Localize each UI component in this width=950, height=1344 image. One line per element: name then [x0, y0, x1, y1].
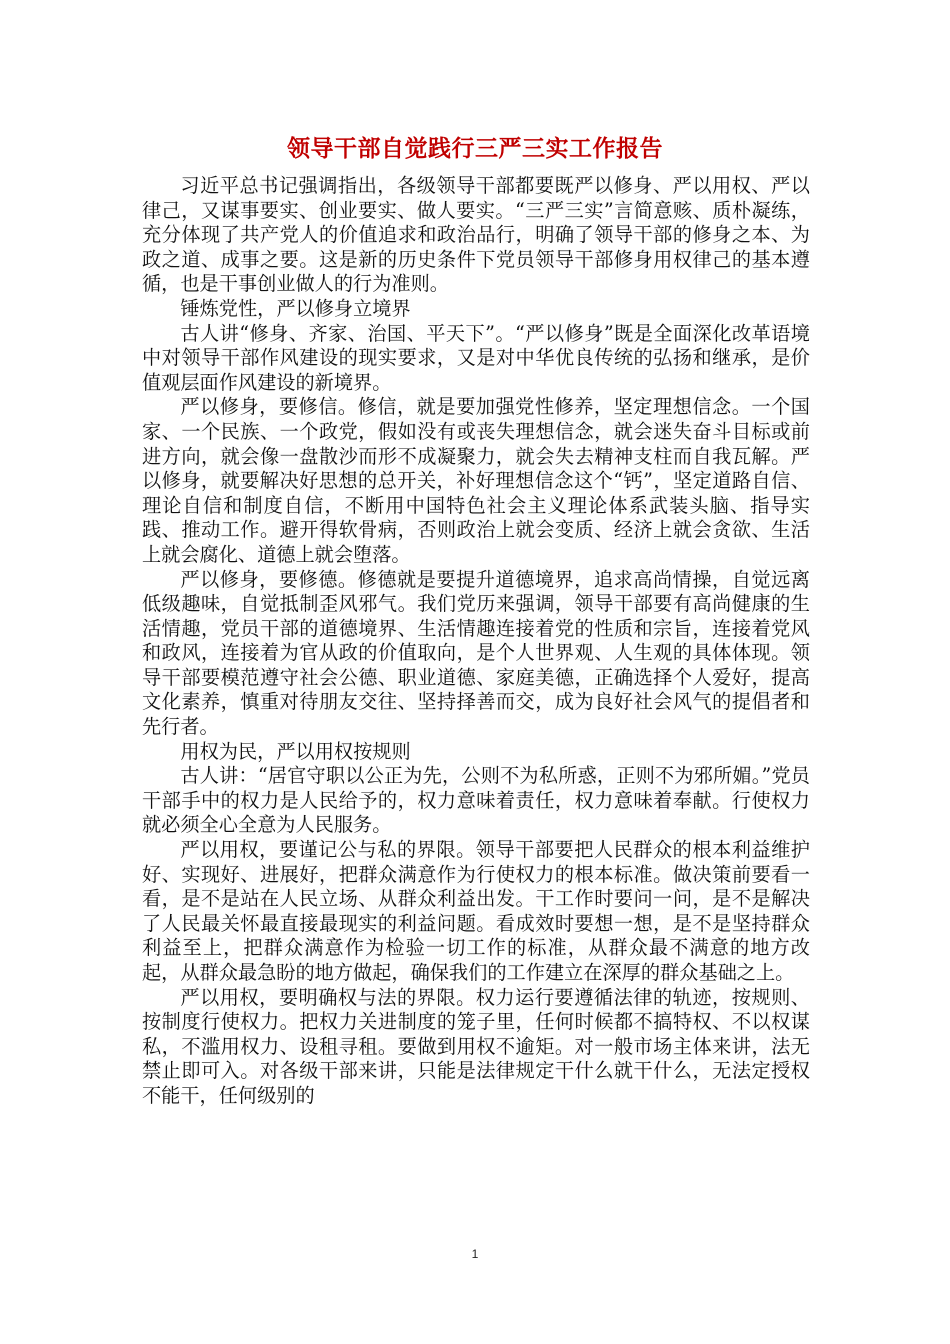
paragraph-power-law: 严以用权，要明确权与法的界限。权力运行要遵循法律的轨迹，按规则、按制度行使权力。把权力关进制度的笼子里，任何时候都不搞特权、不以权谋私，不滥用权力、设租寻租。要做到用权不逾矩。对一般市场主体来讲，法无禁止即可入。对各级干部来讲，只能是法律规定干什么就干什么，无法定授权不能干，任何级别的 [142, 985, 810, 1107]
paragraph-ancient-saying-power: 古人讲：“居官守职以公正为先，公则不为私所惑，正则不为邪所媚。”党员干部手中的权力是人民给予的，权力意味着责任，权力意味着奉献。行使权力就必须全心全意为人民服务。 [142, 764, 810, 837]
section-heading-use-power: 用权为民，严以用权按规则 [180, 739, 411, 763]
page-number: 1 [471, 1247, 479, 1261]
document-title: 领导干部自觉践行三严三实工作报告 [287, 136, 663, 162]
paragraph-public-private: 严以用权，要谨记公与私的界限。领导干部要把人民群众的根本利益维护好、实现好、进展好，把群众满意作为行使权力的根本标准。做决策前要看一看，是不是站在人民立场、从群众利益出发。干工作时要问一问，是不是解决了人民最关怀最直接最现实的利益问题。看成效时要想一想，是不是坚持群众利益至上，把群众满意作为检验一切工作的标准，从群众最不满意的地方改起，从群众最急盼的地方做起，确保我们的工作建立在深厚的群众基础之上。 [142, 838, 810, 984]
paragraph-cultivate-faith: 严以修身，要修信。修信，就是要加强党性修养，坚定理想信念。一个国家、一个民族、一个政党，假如没有或丧失理想信念，就会迷失奋斗目标或前进方向，就会像一盘散沙而形不成凝聚力，就会失去精神支柱而自我瓦解。严以修身，就要解决好思想的总开关，补好理想信念这个“钙”，坚定道路自信、理论自信和制度自信，不断用中国特色社会主义理论体系武装头脑、指导实践、推动工作。避开得软骨病，否则政治上就会变质、经济上就会贪欲、生活上就会腐化、道德上就会堕落。 [142, 395, 810, 566]
section-heading-cultivate-self: 锤炼党性，严以修身立境界 [180, 296, 411, 320]
document-body [142, 174, 810, 1109]
paragraph-cultivate-virtue: 严以修身，要修德。修德就是要提升道德境界，追求高尚情操，自觉远离低级趣味，自觉抵制歪风邪气。我们党历来强调，领导干部要有高尚健康的生活情趣，党员干部的道德境界、生活情趣连接着党的性质和宗旨，连接着党风和政风，连接着为官从政的价值取向，是个人世界观、人生观的具体体现。领导干部要模范遵守社会公德、职业道德、家庭美德，正确选择个人爱好，提高文化素养，慎重对待朋友交往、坚持择善而交，成为良好社会风气的提倡者和先行者。 [142, 567, 810, 739]
paragraph-ancient-saying-self: 古人讲“修身、齐家、治国、平天下”。“严以修身”既是全面深化改革语境中对领导干部作风建设的现实要求，又是对中华优良传统的弘扬和继承，是价值观层面作风建设的新境界。 [142, 321, 810, 394]
paragraph-intro: 习近平总书记强调指出，各级领导干部都要既严以修身、严以用权、严以律己，又谋事要实、创业要实、做人要实。“三严三实”言简意赅、质朴凝练，充分体现了共产党人的价值追求和政治品行，明确了领导干部的修身之本、为政之道、成事之要。这是新的历史条件下党员领导干部修身用权律己的基本遵循，也是干事创业做人的行为准则。 [142, 174, 810, 296]
